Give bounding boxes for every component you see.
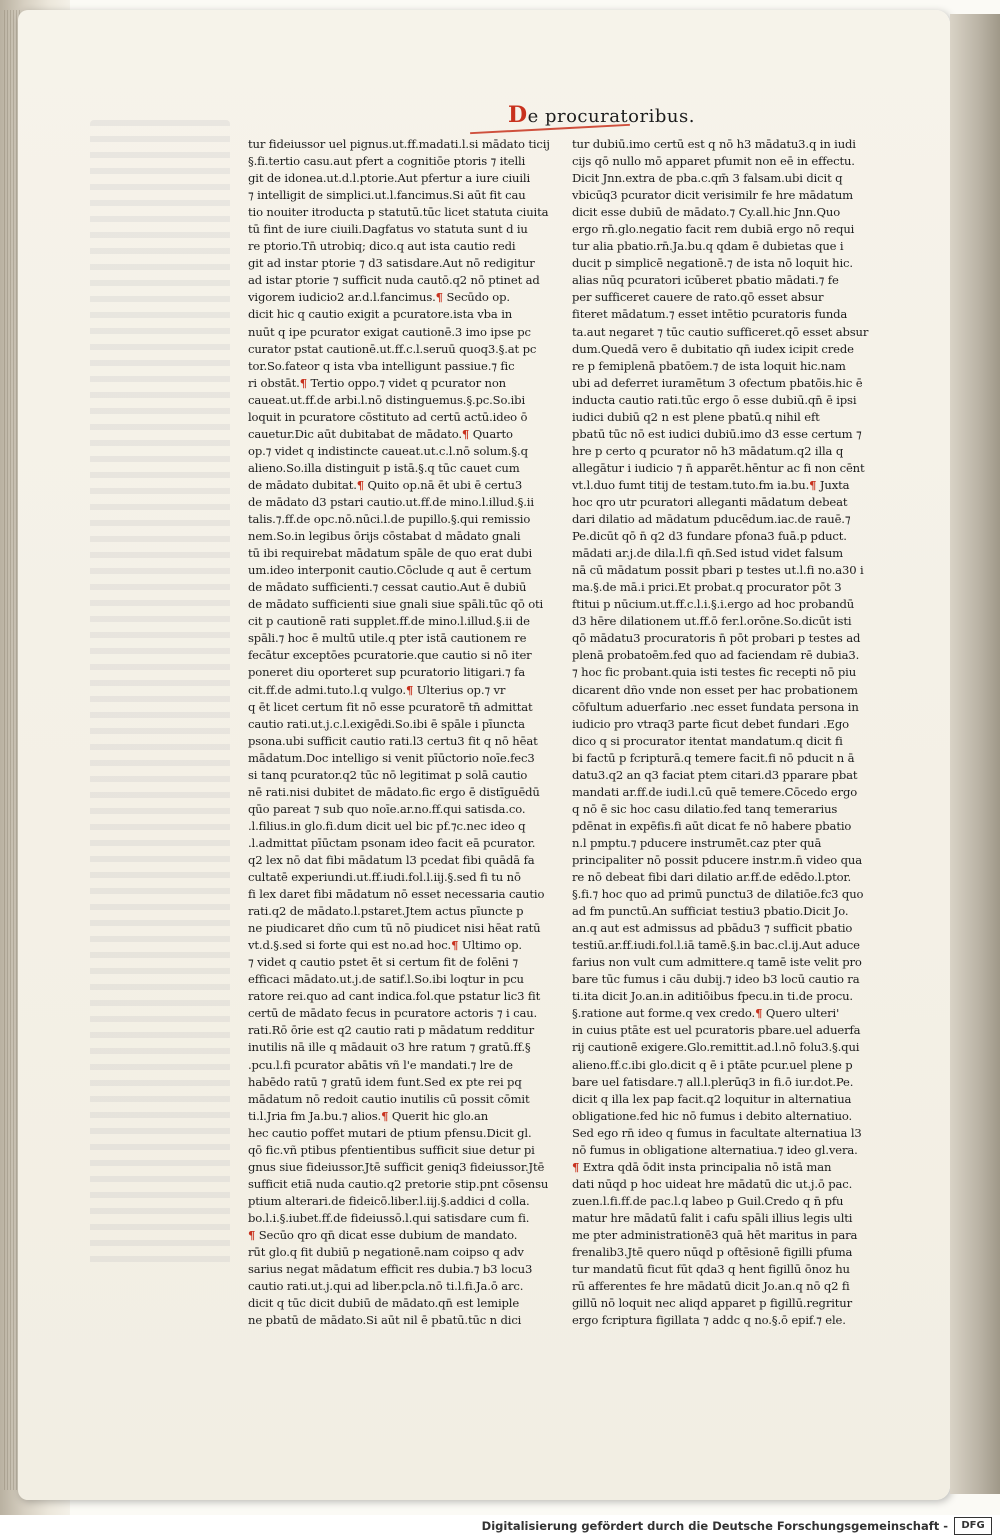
- text-line: um.ideo interponit cautio.Cōclude q aut ē certum: [248, 563, 532, 578]
- text-line: dicit esse dubiū de mādato.⁊ Cy.all.hic Jnn.Quo: [572, 205, 841, 220]
- text-line: alias nūq pcuratori icūberet pbatio mādati.⁊ fe: [572, 273, 839, 288]
- text-line: inutilis nā ille q mādauit o3 hre ratum ⁊ gratū.ff.§: [248, 1040, 531, 1055]
- text-line: fi lex daret fibi mādatum nō esset necessaria cautio: [248, 887, 545, 902]
- text-line: ne piudicaret dño cum tū nō piudicet nisi hēat ratū: [248, 921, 541, 936]
- text-line: q ēt licet certum fit nō esse pcuratorē tn̄ admittat: [248, 699, 533, 714]
- text-line: dico q si procurator itentat mandatum.q dicit fi: [572, 733, 843, 748]
- text-line: §.fi.tertio casu.aut pfert a cognitiōe ptoris ⁊ itelli: [248, 154, 526, 169]
- red-paragraph-mark: ¶: [809, 477, 817, 492]
- text-line: mādatum nō redoit cautio inutilis cū possit cōmit: [248, 1091, 530, 1106]
- running-header-initial: D: [508, 102, 528, 128]
- text-line: poneret diu oporteret sup pcuratorio litigari.⁊ fa: [248, 665, 526, 680]
- text-line: rū afferentes fe hre mādatū dicit Jo.an.q nō q2 fi: [572, 1279, 850, 1294]
- text-line: dicit hic q cautio exigit a pcuratore.ista vba in: [248, 307, 513, 322]
- text-line: frenalib3.Jtē quero nūqd p oftēsionē figilli pfuma: [572, 1245, 853, 1260]
- text-line: farius non vult cum admittere.q tamē iste velit pro: [572, 955, 862, 970]
- text-line: n.l pmptu.⁊ pducere instrumēt.caz pter quā: [572, 835, 822, 850]
- red-paragraph-mark: ¶: [435, 290, 443, 305]
- text-line: cit.ff.de admi.tuto.l.q vulgo.¶ Ulterius op.⁊ vr: [248, 682, 506, 697]
- text-line: tur fideiussor uel pignus.ut.ff.madati.l.si mādato ticij: [248, 137, 550, 151]
- text-line: mandati ar.ff.de iudi.l.cū quē temere.Cōcedo ergo: [572, 784, 858, 799]
- text-line: ptium alterari.de fideicō.liber.l.iij.§.addici d colla.: [248, 1193, 530, 1208]
- text-line: .l.filius.in glo.fi.dum dicit uel bic pf.⁊c.nec ideo q: [248, 818, 526, 833]
- text-line: Dicit Jnn.extra de pba.c.qm̄ 3 falsam.ubi dicit q: [572, 171, 843, 186]
- text-line: nuūt q ipe pcurator exigat cautionē.3 imo ipse pc: [248, 324, 531, 339]
- text-line: dicit q tūc dicit dubiū de mādato.qn̄ est lemiple: [248, 1296, 520, 1311]
- text-line: dari dilatio ad mādatum pducēdum.iac.de rauē.⁊: [572, 512, 851, 527]
- text-line: gillū nō loquit nec aliqd apparet p figillū.regritur: [572, 1296, 852, 1311]
- text-line: certū de mādato fecus in pcuratore actoris ⁊ i cau.: [248, 1006, 538, 1021]
- text-line: ad fm punctū.An sufficiat testiu3 pbatio.Dicit Jo.: [572, 904, 849, 919]
- text-line: tor.So.fateor q ista vba intelligunt passiue.⁊ fic: [248, 358, 515, 373]
- text-line: hoc qro utr pcuratori alleganti mādatum debeat: [572, 494, 848, 509]
- text-line: ducit p simplicē negationē.⁊ de ista nō loquit hic.: [572, 256, 853, 271]
- red-paragraph-mark: ¶: [381, 1108, 389, 1123]
- text-line: cijs qō nullo mō apparet pfumit non eē in effectu.: [572, 154, 855, 169]
- text-line: datu3.q2 an q3 faciat ptem citari.d3 pparare pbat: [572, 767, 858, 782]
- text-line: tur alia pbatio.rn̄.Ja.bu.q qdam ē dubietas que i: [572, 239, 844, 254]
- text-line: nā cū mādatum possit pbari p testes ut.l.fi no.a30 i: [572, 563, 864, 578]
- text-line: dicarent dño vnde non esset per hac probationem: [572, 682, 858, 697]
- text-line: ergo fcriptura figillata ⁊ addc q no.§.ō epif.⁊ ele.: [572, 1313, 846, 1328]
- text-line: talis.⁊.ff.de opc.nō.nūci.l.de pupillo.§.qui remissio: [248, 512, 531, 527]
- text-line: ri obstāt.¶ Tertio oppo.⁊ videt q pcurator non: [248, 375, 506, 390]
- text-line: ⁊ videt q cautio pstet ēt si certum fit de folēni ⁊: [248, 955, 518, 970]
- text-line: ¶ Extra qdā ōdit insta principalia nō istā man: [572, 1159, 832, 1174]
- red-paragraph-mark: ¶: [572, 1159, 580, 1174]
- text-line: mādatum.Doc intelligo si venit pīūctorio noīe.fec3: [248, 750, 535, 765]
- text-line: ¶ Secūo qro qn̄ dicat esse dubium de mandato.: [248, 1228, 518, 1242]
- text-line: bo.l.i.§.iubet.ff.de fideiussō.l.qui satisdare cum fi.: [248, 1210, 530, 1225]
- text-line: .pcu.l.fi pcurator abātis vñ l'e mandati.⁊ lre de: [248, 1057, 513, 1072]
- text-line: cultatē experiundi.ut.ff.iudi.fol.l.iij.§.sed fi tu nō: [248, 870, 521, 885]
- text-line: hec cautio poffet mutari de ptium pfensu.Dicit gl.: [248, 1125, 532, 1140]
- text-line: sarius negat mādatum efficit res dubia.⁊ b3 locu3: [248, 1262, 533, 1277]
- text-line: §.ratione aut forme.q vex credo.¶ Quero ulteri': [572, 1006, 840, 1021]
- text-line: qō mādatu3 procuratoris n̄ pōt probari p testes ad: [572, 631, 861, 646]
- text-line: efficaci mādato.ut.j.de satif.l.So.ibi loqtur in pcu: [248, 972, 524, 987]
- text-line: ratore rei.quo ad cant indica.fol.que pstatur lic3 fit: [248, 989, 541, 1004]
- red-paragraph-mark: ¶: [755, 1006, 763, 1021]
- red-paragraph-mark: ¶: [461, 426, 470, 441]
- red-paragraph-mark: ¶: [405, 682, 414, 697]
- text-line: q2 lex nō dat fibi mādatum l3 pcedat fibi quādā fa: [248, 852, 535, 867]
- text-line: de mādato d3 pstari cautio.ut.ff.de mino.l.illud.§.ii: [248, 494, 534, 509]
- running-header: [508, 102, 695, 128]
- text-line: vt.d.§.sed si forte qui est no.ad hoc.¶ Ultimo op.: [248, 938, 522, 953]
- text-line: zuen.l.fi.ff.de pac.l.q labeo p Guil.Credo q n̄ pfu: [572, 1193, 844, 1208]
- text-line: nō fumus in obligatione alternatiua.⁊ ideo gl.vera.: [572, 1142, 858, 1157]
- text-line: rūt glo.q fit dubiū p negationē.nam coipso q adv: [248, 1245, 524, 1260]
- text-line: matur hre mādatū falit i cafu spāli illius legis ulti: [572, 1210, 853, 1225]
- text-line: pbatū tūc nō est iudici dubiū.imo d3 esse certum ⁊: [572, 426, 862, 441]
- text-line: si tanq pcurator.q2 tūc nō legitimat p solā cautio: [248, 767, 528, 782]
- text-line: mādati ar.j.de dila.l.fi qn̄.Sed istud videt falsum: [572, 546, 843, 561]
- text-line: dati nūqd p hoc uideat hre mādatū dic ut.j.ō pac.: [572, 1176, 853, 1191]
- text-line: vt.l.duo fumt titij de testam.tuto.fm ia.bu.¶ Juxta: [572, 477, 850, 492]
- text-line: re ptorio.Tn̄ utrobiq; dico.q aut ista cautio redi: [248, 239, 516, 254]
- text-line: bare uel fatisdare.⁊ all.l.plerūq3 in fi.ō iur.dot.Pe.: [572, 1074, 854, 1089]
- text-line: re p femiplenā pbatōem.⁊ de ista loquit hic.nam: [572, 358, 846, 373]
- red-paragraph-mark: ¶: [299, 375, 307, 390]
- text-line: me pter administrationē3 quā hēt maritus in para: [572, 1228, 858, 1242]
- text-line: habēdo ratū ⁊ gratū idem funt.Sed ex pte rei pq: [248, 1074, 522, 1089]
- text-line: tur mandatū ficut fūt qda3 q hent figillū ōnoz hu: [572, 1262, 850, 1277]
- text-line: dum.Quedā vero ē dubitatio qn̄ iudex icipit crede: [572, 341, 854, 356]
- text-line: loquit in pcuratore cōstituto ad certū actū.ideo ō: [248, 409, 528, 424]
- text-line: ftitui p nūcium.ut.ff.c.l.i.§.i.ergo ad hoc probandū: [572, 597, 855, 612]
- red-paragraph-mark: ¶: [248, 1228, 256, 1242]
- text-line: plenā probatoēm.fed quo ad faciendam rē dubia3.: [572, 648, 860, 663]
- book-fore-edge: [950, 14, 1000, 1494]
- text-line: dicit q illa lex pap facit.q2 loquitur in alternatiua: [572, 1091, 852, 1106]
- text-line: inducta cautio rati.tūc ergo ō esse dubiū.qn̄ ē ipsi: [572, 392, 857, 407]
- text-line: alieno.So.illa distinguit p istā.§.q tūc cauet cum: [248, 460, 520, 475]
- red-paragraph-mark: ¶: [356, 477, 364, 492]
- text-line: cōfultum aduerfario .nec esset fundata persona in: [572, 699, 859, 714]
- dfg-logo: DFG: [954, 1517, 992, 1535]
- text-line: q nō ē sic hoc casu dilatio.fed tanq temerarius: [572, 801, 838, 816]
- text-line: curator pstat cautionē.ut.ff.c.l.seruū quoq3.§.at pc: [248, 341, 537, 356]
- bleed-through-text: [90, 120, 230, 1270]
- text-line: ne pbatū de mādato.Si aūt nil ē pbatū.tūc n dici: [248, 1313, 522, 1328]
- text-column-right: [572, 136, 896, 1329]
- text-line: alieno.ff.c.ibi glo.dicit q ē i ptāte pcur.uel plene p: [572, 1057, 853, 1072]
- text-line: fecātur exceptōes pcuratorie.que cautio si nō iter: [248, 648, 532, 663]
- text-line: ⁊ hoc fic probant.quia isti testes fic recepti nō piu: [572, 665, 857, 680]
- text-line: ta.aut negaret ⁊ tūc cautio sufficeret.qō esset absur: [572, 324, 869, 339]
- text-line: per sufficeret cauere de rato.qō esset absur: [572, 290, 824, 305]
- text-line: vigorem iudicio2 ar.d.l.fancimus.¶ Secūdo op.: [248, 290, 510, 305]
- text-line: cit p cautionē rati supplet.ff.de mino.l.illud.§.ii de: [248, 614, 530, 629]
- text-line: git ad instar ptorie ⁊ d3 satisdare.Aut nō redigitur: [248, 256, 535, 271]
- text-line: de mādato sufficienti siue gnali siue spāli.tūc qō oti: [248, 597, 544, 612]
- text-line: op.⁊ videt q indistincte caueat.ut.c.l.nō solum.§.q: [248, 443, 528, 458]
- text-line: gnus siue fideiussor.Jtē sufficit geniq3 fideiussor.Jtē: [248, 1159, 545, 1174]
- text-line: d3 hēre dilationem ut.ff.ō fer.l.orōne.So.dicūt isti: [572, 614, 852, 629]
- text-line: ti.ita dicit Jo.an.in aditiōibus fpecu.in ti.de procu.: [572, 989, 853, 1004]
- text-line: ubi ad deferret iuramētum 3 ofectum pbatōis.hic ē: [572, 375, 863, 390]
- text-line: qō fic.vñ ptibus pfentientibus sufficit siue detur pi: [248, 1142, 535, 1157]
- text-line: iudicio pro vtraq3 parte ficut debet fundari .Ego: [572, 716, 849, 731]
- text-line: bare tūc fumus i cāu dubij.⁊ ideo b3 locū cautio ra: [572, 972, 860, 987]
- text-line: pdēnat in expēfis.fi aūt dicat fe nō habere pbatio: [572, 818, 852, 833]
- text-line: cautio rati.ut.j.qui ad liber.pcla.nō ti.l.fi.Ja.ō arc.: [248, 1279, 524, 1294]
- text-line: .l.admittat pīūctam psonam ideo facit eā pcurator.: [248, 835, 536, 850]
- text-line: bi factū p fcripturā.q temere facit.fi nō pducit n ā: [572, 750, 855, 765]
- text-line: §.fi.⁊ hoc quo ad primū punctu3 de dilatiōe.fc3 quo: [572, 887, 864, 902]
- text-line: testiū.ar.ff.iudi.fol.l.iā tamē.§.in bac.cl.ij.Aut aduce: [572, 938, 860, 953]
- text-line: tur dubiū.imo certū est q nō h3 mādatu3.q in iudi: [572, 137, 856, 151]
- text-line: cautio rati.ut.j.c.l.exigēdi.So.ibi ē spāle i pīuncta: [248, 716, 525, 731]
- text-line: de mādato dubitat.¶ Quito op.nā ēt ubi ē certu3: [248, 477, 523, 492]
- text-line: principaliter nō possit pducere instr.m.n̄ video qua: [572, 852, 862, 867]
- text-line: tū ibi requirebat mādatum spāle de quo erat dubi: [248, 546, 532, 561]
- text-line: nem.So.in legibus ōrijs cōstabat d mādato gnali: [248, 529, 521, 544]
- text-line: an.q aut est admissus ad pbādu3 ⁊ sufficit pbatio: [572, 921, 853, 936]
- text-line: rati.q2 de mādato.l.pstaret.Jtem actus pīuncte p: [248, 904, 524, 919]
- text-line: ⁊ intelligit de simplici.ut.l.fancimus.Si aūt fit cau: [248, 188, 526, 203]
- text-line: hre p certo q pcurator nō h3 mādatum.q2 illa q: [572, 443, 844, 458]
- footer-credit: Digitalisierung gefördert durch die Deutsche Forschungsgemeinschaft -: [481, 1519, 948, 1533]
- text-line: vbicūq3 pcurator dicit verisimilr fe hre mādatum: [572, 188, 854, 203]
- text-line: de mādato sufficienti.⁊ cessat cautio.Aut ē dubiū: [248, 580, 527, 595]
- text-line: nē rati.nisi dubitet de mādato.fic ergo ē distīguēdū: [248, 784, 540, 799]
- text-line: ad istar ptorie ⁊ sufficit nuda cautō.q2 nō ptinet ad: [248, 273, 540, 288]
- text-line: ma.§.de mā.i prici.Et probat.q procurator pōt 3: [572, 580, 842, 595]
- text-line: Sed ego rn̄ ideo q fumus in facultate alternatiua l3: [572, 1125, 862, 1140]
- text-line: re nō debeat fibi dari dilatio ar.ff.de edēdo.l.ptor.: [572, 870, 852, 885]
- text-line: rati.Rō ōrie est q2 cautio rati p mādatum redditur: [248, 1023, 535, 1038]
- text-line: tū fint de iure ciuili.Dagfatus vo statuta sunt d iu: [248, 222, 528, 237]
- red-paragraph-mark: ¶: [451, 938, 459, 953]
- text-line: rij cautionē exigere.Glo.remittit.ad.l.nō folu3.§.qui: [572, 1040, 860, 1055]
- text-line: spāli.⁊ hoc ē multū utile.q pter istā cautionem re: [248, 631, 527, 646]
- text-line: ergo rn̄.glo.negatio facit rem dubiā ergo nō requi: [572, 222, 855, 237]
- text-line: obligatione.fed hic nō fumus i debito alternatiuo.: [572, 1108, 853, 1123]
- text-line: allegātur i iudicio ⁊ n̄ apparēt.hēntur ac fi non cēnt: [572, 460, 865, 475]
- text-line: git de idonea.ut.d.l.ptorie.Aut pfertur a iure ciuili: [248, 171, 531, 186]
- text-line: qūo pareat ⁊ sub quo noīe.ar.no.ff.qui satisda.co.: [248, 801, 526, 816]
- text-line: in cuius ptāte est uel pcuratoris pbare.uel aduerfa: [572, 1023, 861, 1038]
- text-line: fiteret mādatum.⁊ esset intētio pcuratoris funda: [572, 307, 848, 322]
- text-line: cauetur.Dic aūt dubitabat de mādato.¶ Quarto: [248, 426, 513, 441]
- text-line: Pe.dicūt qō n̄ q2 d3 fundare pfona3 fuā.p pduct.: [572, 529, 847, 544]
- text-line: psona.ubi sufficit cautio rati.l3 certu3 fit q nō hēat: [248, 733, 538, 748]
- text-line: sufficit etiā nuda cautio.q2 pretorie stip.pnt cōsensu: [248, 1176, 549, 1191]
- text-line: iudici dubiū q2 n est plene pbatū.q nihil eft: [572, 409, 820, 424]
- text-column-left: [248, 136, 564, 1329]
- text-line: caueat.ut.ff.de arbi.l.nō distinguemus.§.pc.So.ibi: [248, 392, 525, 407]
- running-header-text: e procuratoribus.: [527, 106, 695, 127]
- text-line: ti.l.Jria fm Ja.bu.⁊ alios.¶ Querit hic glo.an: [248, 1108, 489, 1123]
- text-line: tio nouiter itroducta p statutū.tūc licet statuta ciuita: [248, 205, 549, 220]
